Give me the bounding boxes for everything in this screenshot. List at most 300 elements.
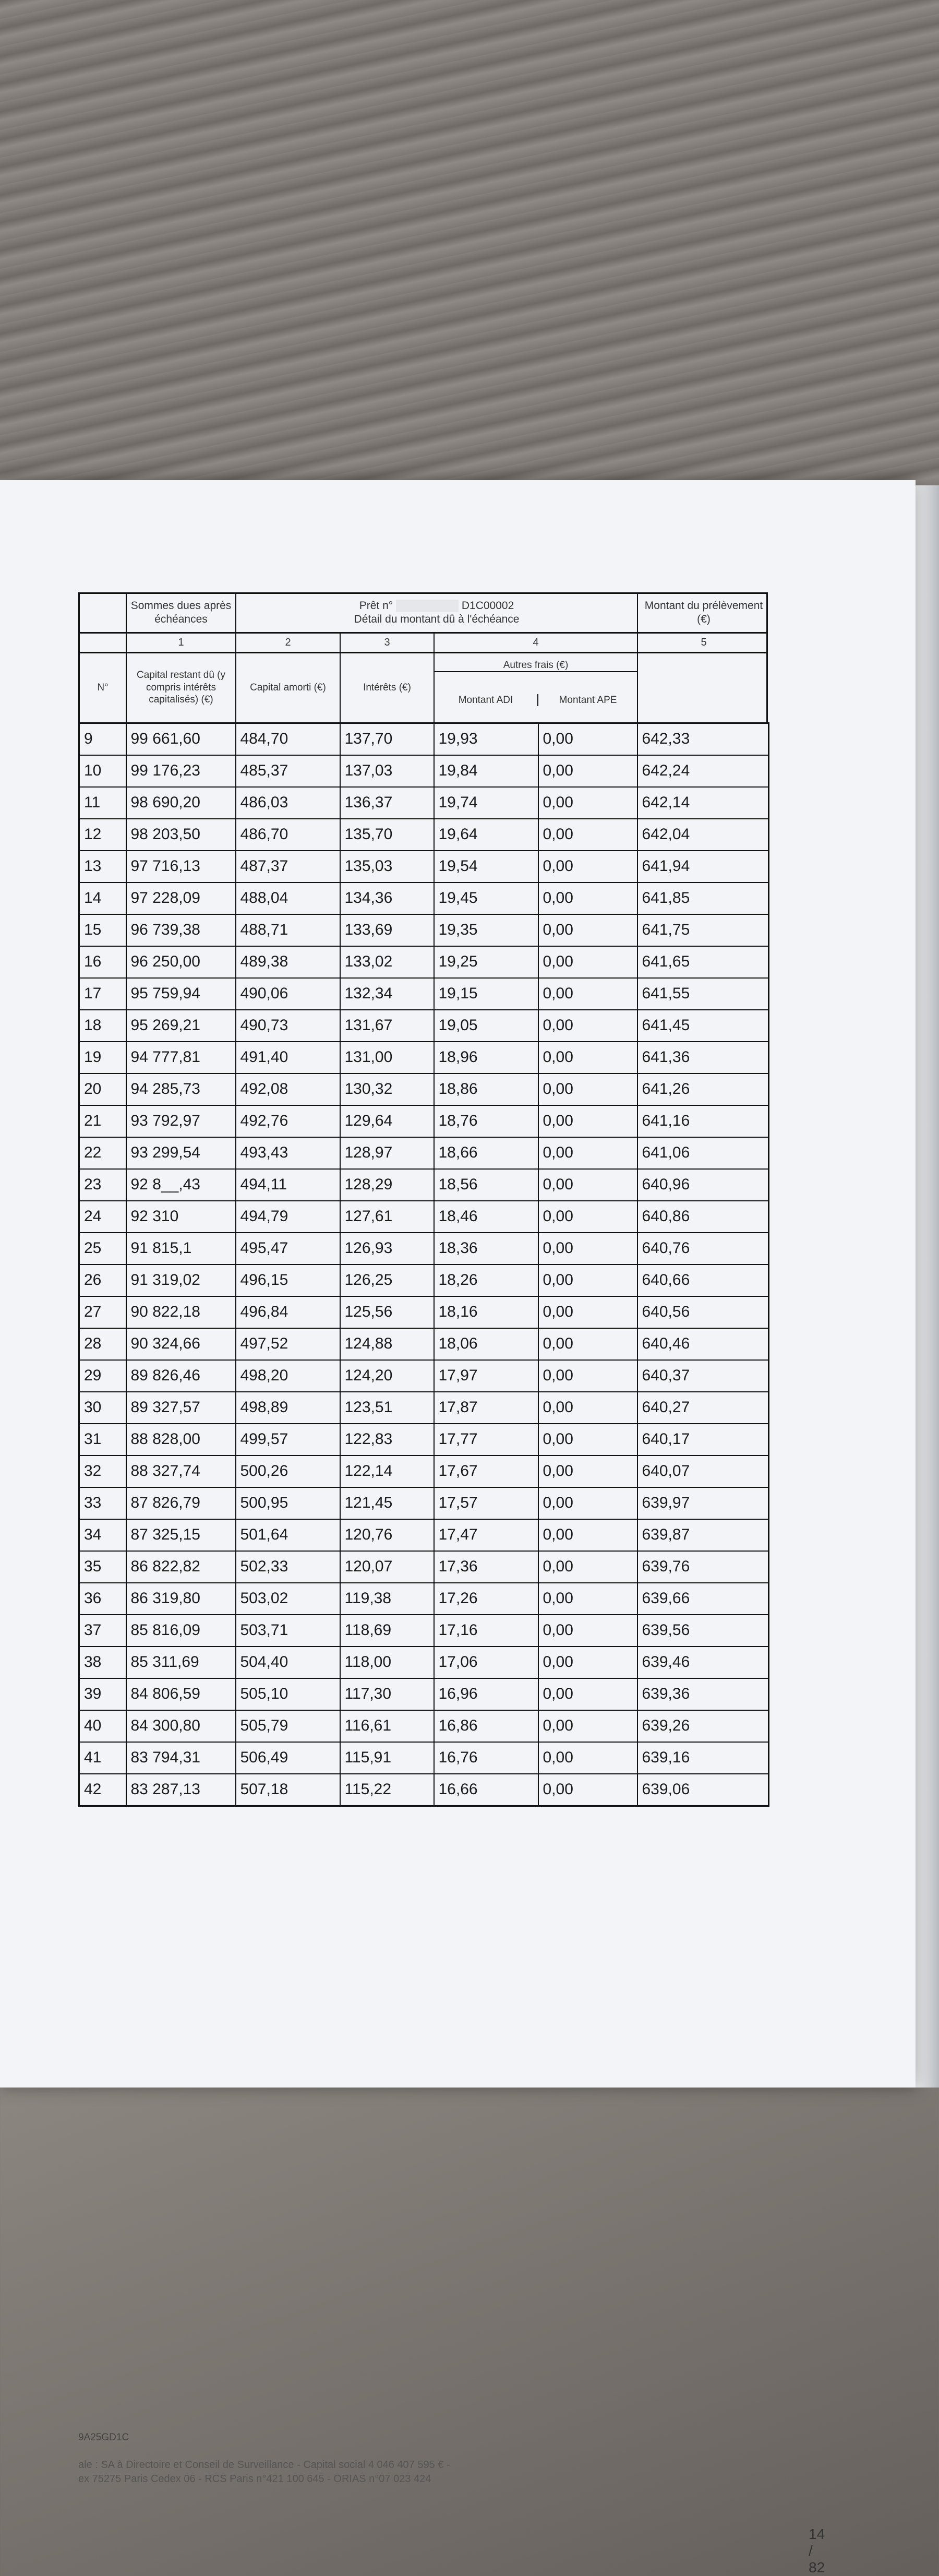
table-row [79, 1296, 769, 1328]
capital-restant-cell: 97 228,09 [126, 882, 236, 914]
table-row [79, 787, 769, 819]
capital-amorti-cell: 491,40 [236, 1042, 340, 1074]
montant-ape-cell: 0,00 [538, 1583, 637, 1615]
interets-cell: 120,76 [340, 1519, 434, 1551]
montant-ape-cell: 0,00 [538, 1296, 637, 1328]
capital-amorti-cell: 494,79 [236, 1201, 340, 1233]
capital-restant-cell: 91 319,02 [126, 1265, 236, 1296]
montant-adi-cell: 18,96 [434, 1042, 538, 1074]
capital-amorti-cell: 502,33 [236, 1551, 340, 1583]
row-number-cell: 24 [79, 1201, 126, 1233]
capital-restant-cell: 87 826,79 [126, 1487, 236, 1519]
montant-prelevement-cell: 641,26 [637, 1074, 769, 1105]
montant-prelevement-cell: 639,16 [637, 1742, 769, 1774]
table-row [79, 1742, 769, 1774]
table-row [79, 1105, 769, 1137]
table-row [79, 1074, 769, 1105]
montant-adi-cell: 19,15 [434, 978, 538, 1010]
table-row [79, 1137, 769, 1169]
row-number-cell: 32 [79, 1456, 126, 1487]
row-number-cell: 36 [79, 1583, 126, 1615]
montant-ape-cell: 0,00 [538, 1456, 637, 1487]
montant-prelevement-cell: 639,26 [637, 1710, 769, 1742]
montant-ape-cell: 0,00 [538, 1265, 637, 1296]
montant-adi-cell: 18,86 [434, 1074, 538, 1105]
capital-amorti-cell: 505,79 [236, 1710, 340, 1742]
loan-subtitle: Détail du montant dû à l'échéance [354, 613, 520, 626]
row-number-cell: 19 [79, 1042, 126, 1074]
table-row [79, 755, 769, 787]
capital-restant-cell: 96 250,00 [126, 946, 236, 978]
table-row [79, 1519, 769, 1551]
interets-cell: 126,93 [340, 1233, 434, 1265]
interets-cell: 115,91 [340, 1742, 434, 1774]
header-blank [80, 594, 127, 632]
montant-prelevement-cell: 642,33 [637, 723, 769, 755]
montant-ape-cell: 0,00 [538, 1678, 637, 1710]
interets-cell: 134,36 [340, 882, 434, 914]
capital-amorti-cell: 490,73 [236, 1010, 340, 1042]
montant-ape-cell: 0,00 [538, 1519, 637, 1551]
interets-cell: 128,97 [340, 1137, 434, 1169]
montant-ape-cell: 0,00 [538, 1169, 637, 1201]
subheader-ape: Montant APE [559, 694, 617, 706]
capital-restant-cell: 86 319,80 [126, 1583, 236, 1615]
capital-amorti-cell: 490,06 [236, 978, 340, 1010]
interets-cell: 127,61 [340, 1201, 434, 1233]
interets-cell: 133,02 [340, 946, 434, 978]
montant-adi-cell: 19,84 [434, 755, 538, 787]
interets-cell: 135,03 [340, 851, 434, 882]
row-number-cell: 23 [79, 1169, 126, 1201]
montant-ape-cell: 0,00 [538, 1010, 637, 1042]
capital-restant-cell: 89 826,46 [126, 1360, 236, 1392]
montant-adi-cell: 17,26 [434, 1583, 538, 1615]
table-row [79, 1201, 769, 1233]
montant-ape-cell: 0,00 [538, 1774, 637, 1806]
interets-cell: 129,64 [340, 1105, 434, 1137]
capital-restant-cell: 88 327,74 [126, 1456, 236, 1487]
loan-title: Prêt n° [359, 600, 393, 612]
montant-ape-cell: 0,00 [538, 1615, 637, 1647]
table-row [79, 723, 769, 755]
capital-restant-cell: 87 325,15 [126, 1519, 236, 1551]
row-number-cell: 33 [79, 1487, 126, 1519]
capital-amorti-cell: 499,57 [236, 1424, 340, 1456]
capital-restant-cell: 86 822,82 [126, 1551, 236, 1583]
montant-prelevement-cell: 641,85 [637, 882, 769, 914]
capital-amorti-cell: 486,70 [236, 819, 340, 851]
table-row [79, 1487, 769, 1519]
montant-ape-cell: 0,00 [538, 1137, 637, 1169]
montant-adi-cell: 17,67 [434, 1456, 538, 1487]
interets-cell: 118,69 [340, 1615, 434, 1647]
table-row [79, 851, 769, 882]
table-row [79, 819, 769, 851]
table-row [79, 1010, 769, 1042]
interets-cell: 135,70 [340, 819, 434, 851]
montant-ape-cell: 0,00 [538, 1710, 637, 1742]
capital-restant-cell: 91 815,1 [126, 1233, 236, 1265]
subheader-interets: Intérêts (€) [341, 653, 435, 722]
montant-prelevement-cell: 640,27 [637, 1392, 769, 1424]
interets-cell: 124,20 [340, 1360, 434, 1392]
row-number-cell: 31 [79, 1424, 126, 1456]
montant-prelevement-cell: 642,14 [637, 787, 769, 819]
row-number-cell: 38 [79, 1647, 126, 1678]
capital-restant-cell: 83 287,13 [126, 1774, 236, 1806]
montant-prelevement-cell: 641,75 [637, 914, 769, 946]
montant-prelevement-cell: 641,45 [637, 1010, 769, 1042]
capital-restant-cell: 84 300,80 [126, 1710, 236, 1742]
subheader-blank [638, 653, 769, 722]
interets-cell: 137,70 [340, 723, 434, 755]
col-number-5: 5 [701, 636, 707, 648]
row-number-cell: 35 [79, 1551, 126, 1583]
autres-frais-split [434, 694, 637, 707]
row-number-cell: 20 [79, 1074, 126, 1105]
table-row [79, 1710, 769, 1742]
montant-ape-cell: 0,00 [538, 1360, 637, 1392]
row-number-cell: 18 [79, 1010, 126, 1042]
montant-ape-cell: 0,00 [538, 1233, 637, 1265]
table-row [79, 946, 769, 978]
montant-adi-cell: 19,93 [434, 723, 538, 755]
montant-adi-cell: 16,96 [434, 1678, 538, 1710]
montant-prelevement-cell: 640,37 [637, 1360, 769, 1392]
montant-adi-cell: 17,87 [434, 1392, 538, 1424]
capital-amorti-cell: 507,18 [236, 1774, 340, 1806]
capital-restant-cell: 96 739,38 [126, 914, 236, 946]
capital-restant-cell: 85 311,69 [126, 1647, 236, 1678]
table-row [79, 1392, 769, 1424]
montant-prelevement-cell: 642,04 [637, 819, 769, 851]
capital-amorti-cell: 504,40 [236, 1647, 340, 1678]
interets-cell: 118,00 [340, 1647, 434, 1678]
montant-prelevement-cell: 640,96 [637, 1169, 769, 1201]
capital-amorti-cell: 500,26 [236, 1456, 340, 1487]
row-number-cell: 42 [79, 1774, 126, 1806]
montant-prelevement-cell: 641,16 [637, 1105, 769, 1137]
montant-prelevement-cell: 641,65 [637, 946, 769, 978]
table-row [79, 1265, 769, 1296]
table-row [79, 1328, 769, 1360]
capital-amorti-cell: 493,43 [236, 1137, 340, 1169]
table-row [79, 978, 769, 1010]
capital-restant-cell: 98 203,50 [126, 819, 236, 851]
interets-cell: 126,25 [340, 1265, 434, 1296]
table-row [79, 1042, 769, 1074]
capital-amorti-cell: 492,76 [236, 1105, 340, 1137]
capital-amorti-cell: 497,52 [236, 1328, 340, 1360]
table-row [79, 1456, 769, 1487]
table-row [79, 1615, 769, 1647]
montant-prelevement-cell: 639,56 [637, 1615, 769, 1647]
row-number-cell: 30 [79, 1392, 126, 1424]
capital-amorti-cell: 503,71 [236, 1615, 340, 1647]
montant-prelevement-cell: 640,17 [637, 1424, 769, 1456]
table-row [79, 1583, 769, 1615]
montant-prelevement-cell: 641,36 [637, 1042, 769, 1074]
montant-adi-cell: 19,05 [434, 1010, 538, 1042]
row-number-cell: 34 [79, 1519, 126, 1551]
row-number-cell: 37 [79, 1615, 126, 1647]
interets-cell: 125,56 [340, 1296, 434, 1328]
capital-restant-cell: 93 299,54 [126, 1137, 236, 1169]
montant-adi-cell: 17,47 [434, 1519, 538, 1551]
montant-adi-cell: 18,36 [434, 1233, 538, 1265]
interets-cell: 124,88 [340, 1328, 434, 1360]
table-header [78, 592, 768, 632]
montant-prelevement-cell: 639,76 [637, 1551, 769, 1583]
row-number-cell: 21 [79, 1105, 126, 1137]
montant-adi-cell: 17,77 [434, 1424, 538, 1456]
row-number-cell: 12 [79, 819, 126, 851]
montant-ape-cell: 0,00 [538, 1551, 637, 1583]
montant-adi-cell: 18,16 [434, 1296, 538, 1328]
capital-amorti-cell: 500,95 [236, 1487, 340, 1519]
col-number-1: 1 [127, 634, 236, 652]
montant-ape-cell: 0,00 [538, 851, 637, 882]
table-row [79, 1647, 769, 1678]
table-row [79, 882, 769, 914]
montant-adi-cell: 19,35 [434, 914, 538, 946]
col-number-blank [80, 634, 127, 652]
montant-adi-cell: 16,66 [434, 1774, 538, 1806]
interets-cell: 131,00 [340, 1042, 434, 1074]
montant-ape-cell: 0,00 [538, 1487, 637, 1519]
montant-ape-cell: 0,00 [538, 1042, 637, 1074]
table-row [79, 1678, 769, 1710]
capital-amorti-cell: 486,03 [236, 787, 340, 819]
capital-amorti-cell: 503,02 [236, 1583, 340, 1615]
montant-adi-cell: 17,16 [434, 1615, 538, 1647]
table-row [79, 1233, 769, 1265]
montant-prelevement-cell: 641,94 [637, 851, 769, 882]
interets-cell: 131,67 [340, 1010, 434, 1042]
row-number-cell: 9 [79, 723, 126, 755]
interets-cell: 119,38 [340, 1583, 434, 1615]
montant-prelevement-cell: 640,07 [637, 1456, 769, 1487]
row-number-cell: 10 [79, 755, 126, 787]
interets-cell: 123,51 [340, 1392, 434, 1424]
interets-cell: 120,07 [340, 1551, 434, 1583]
capital-restant-cell: 99 176,23 [126, 755, 236, 787]
capital-amorti-cell: 487,37 [236, 851, 340, 882]
col-number-3: 3 [341, 634, 435, 652]
capital-restant-cell: 93 792,97 [126, 1105, 236, 1137]
capital-amorti-cell: 485,37 [236, 755, 340, 787]
capital-amorti-cell: 498,20 [236, 1360, 340, 1392]
interets-cell: 122,83 [340, 1424, 434, 1456]
capital-amorti-cell: 492,08 [236, 1074, 340, 1105]
capital-restant-cell: 90 324,66 [126, 1328, 236, 1360]
capital-amorti-cell: 498,89 [236, 1392, 340, 1424]
montant-ape-cell: 0,00 [538, 1392, 637, 1424]
montant-prelevement-cell: 639,66 [637, 1583, 769, 1615]
montant-prelevement-cell: 640,86 [637, 1201, 769, 1233]
interets-cell: 117,30 [340, 1678, 434, 1710]
montant-ape-cell: 0,00 [538, 1647, 637, 1678]
montant-ape-cell: 0,00 [538, 914, 637, 946]
montant-adi-cell: 17,57 [434, 1487, 538, 1519]
capital-restant-cell: 88 828,00 [126, 1424, 236, 1456]
interets-cell: 121,45 [340, 1487, 434, 1519]
interets-cell: 122,14 [340, 1456, 434, 1487]
table-row [79, 1774, 769, 1806]
capital-restant-cell: 95 269,21 [126, 1010, 236, 1042]
table-row [79, 1360, 769, 1392]
montant-prelevement-cell: 639,06 [637, 1774, 769, 1806]
header-col1-title: Sommes dues après échéances [127, 594, 236, 632]
capital-restant-cell: 95 759,94 [126, 978, 236, 1010]
capital-restant-cell: 83 794,31 [126, 1742, 236, 1774]
capital-restant-cell: 94 285,73 [126, 1074, 236, 1105]
document-code: 9A25GD1C [78, 2432, 129, 2443]
montant-adi-cell: 16,76 [434, 1742, 538, 1774]
montant-ape-cell: 0,00 [538, 787, 637, 819]
header-col5-title: Montant du prélèvement (€) [644, 600, 763, 626]
capital-amorti-cell: 489,38 [236, 946, 340, 978]
capital-restant-cell: 94 777,81 [126, 1042, 236, 1074]
montant-ape-cell: 0,00 [538, 1742, 637, 1774]
montant-ape-cell: 0,00 [538, 723, 637, 755]
subheader-capital-restant: Capital restant dû (y compris intérêts capitalisés) (€) [127, 653, 236, 722]
capital-amorti-cell: 505,10 [236, 1678, 340, 1710]
montant-prelevement-cell: 640,76 [637, 1233, 769, 1265]
montant-adi-cell: 18,06 [434, 1328, 538, 1360]
table-row [79, 1551, 769, 1583]
table-row [79, 914, 769, 946]
capital-amorti-cell: 488,71 [236, 914, 340, 946]
row-number-cell: 25 [79, 1233, 126, 1265]
row-number-cell: 41 [79, 1742, 126, 1774]
interets-cell: 137,03 [340, 755, 434, 787]
header-loan-title [236, 594, 638, 632]
row-number-cell: 17 [79, 978, 126, 1010]
montant-ape-cell: 0,00 [538, 882, 637, 914]
wooden-table-background [0, 0, 939, 485]
row-number-cell: 15 [79, 914, 126, 946]
capital-restant-cell: 92 8__,43 [126, 1169, 236, 1201]
col-number-4: 4 [435, 634, 638, 652]
capital-amorti-cell: 496,15 [236, 1265, 340, 1296]
interets-cell: 136,37 [340, 787, 434, 819]
table-row [79, 1424, 769, 1456]
montant-prelevement-cell: 640,56 [637, 1296, 769, 1328]
row-number-cell: 13 [79, 851, 126, 882]
capital-restant-cell: 90 822,18 [126, 1296, 236, 1328]
capital-restant-cell: 84 806,59 [126, 1678, 236, 1710]
data-rows [78, 722, 769, 1807]
montant-prelevement-cell: 642,24 [637, 755, 769, 787]
montant-prelevement-cell: 641,55 [637, 978, 769, 1010]
capital-restant-cell: 92 310 [126, 1201, 236, 1233]
montant-adi-cell: 19,64 [434, 819, 538, 851]
montant-ape-cell: 0,00 [538, 1105, 637, 1137]
row-number-cell: 11 [79, 787, 126, 819]
document-page [0, 480, 916, 2575]
column-number-row [78, 632, 768, 652]
subheader-n: N° [80, 653, 127, 722]
row-number-cell: 16 [79, 946, 126, 978]
capital-amorti-cell: 501,64 [236, 1519, 340, 1551]
row-number-cell: 14 [79, 882, 126, 914]
interets-cell: 130,32 [340, 1074, 434, 1105]
row-number-cell: 27 [79, 1296, 126, 1328]
montant-ape-cell: 0,00 [538, 1201, 637, 1233]
legal-line-2: ex 75275 Paris Cedex 06 - RCS Paris n°421 100 645 - ORIAS n°07 023 424 [78, 2473, 431, 2485]
page-number: 14 / 82 [809, 2526, 825, 2575]
capital-restant-cell: 97 716,13 [126, 851, 236, 882]
capital-amorti-cell: 495,47 [236, 1233, 340, 1265]
montant-ape-cell: 0,00 [538, 946, 637, 978]
montant-adi-cell: 17,36 [434, 1551, 538, 1583]
montant-adi-cell: 19,25 [434, 946, 538, 978]
montant-ape-cell: 0,00 [538, 1424, 637, 1456]
montant-prelevement-cell: 639,36 [637, 1678, 769, 1710]
montant-adi-cell: 17,97 [434, 1360, 538, 1392]
amortization-table [78, 592, 825, 2575]
loan-suffix: D1C00002 [461, 600, 514, 612]
montant-adi-cell: 19,45 [434, 882, 538, 914]
capital-amorti-cell: 506,49 [236, 1742, 340, 1774]
montant-ape-cell: 0,00 [538, 1328, 637, 1360]
capital-amorti-cell: 484,70 [236, 723, 340, 755]
table-row [79, 1169, 769, 1201]
montant-prelevement-cell: 640,66 [637, 1265, 769, 1296]
montant-adi-cell: 18,76 [434, 1105, 538, 1137]
capital-amorti-cell: 494,11 [236, 1169, 340, 1201]
montant-adi-cell: 16,86 [434, 1710, 538, 1742]
montant-adi-cell: 19,54 [434, 851, 538, 882]
montant-adi-cell: 18,56 [434, 1169, 538, 1201]
row-number-cell: 39 [79, 1678, 126, 1710]
subheader-autres-frais-group [435, 653, 638, 722]
capital-restant-cell: 99 661,60 [126, 723, 236, 755]
row-number-cell: 28 [79, 1328, 126, 1360]
row-number-cell: 40 [79, 1710, 126, 1742]
column-subheaders [78, 652, 768, 722]
col-number-2: 2 [236, 634, 341, 652]
montant-prelevement-cell: 640,46 [637, 1328, 769, 1360]
interets-cell: 132,34 [340, 978, 434, 1010]
legal-footer [78, 2458, 450, 2486]
row-number-cell: 26 [79, 1265, 126, 1296]
capital-amorti-cell: 488,04 [236, 882, 340, 914]
interets-cell: 128,29 [340, 1169, 434, 1201]
montant-adi-cell: 17,06 [434, 1647, 538, 1678]
capital-restant-cell: 85 816,09 [126, 1615, 236, 1647]
capital-restant-cell: 89 327,57 [126, 1392, 236, 1424]
subheader-capital-amorti: Capital amorti (€) [236, 653, 341, 722]
montant-prelevement-cell: 639,87 [637, 1519, 769, 1551]
rows-body [79, 723, 769, 1806]
interets-cell: 116,61 [340, 1710, 434, 1742]
capital-restant-cell: 98 690,20 [126, 787, 236, 819]
montant-ape-cell: 0,00 [538, 978, 637, 1010]
redacted-loan-number [396, 600, 459, 612]
interets-cell: 115,22 [340, 1774, 434, 1806]
legal-line-1: ale : SA à Directoire et Conseil de Surveillance - Capital social 4 046 407 595 € - [78, 2459, 450, 2471]
montant-ape-cell: 0,00 [538, 819, 637, 851]
capital-amorti-cell: 496,84 [236, 1296, 340, 1328]
subheader-adi: Montant ADI [434, 694, 538, 707]
row-number-cell: 22 [79, 1137, 126, 1169]
montant-prelevement-cell: 639,97 [637, 1487, 769, 1519]
montant-adi-cell: 18,26 [434, 1265, 538, 1296]
montant-prelevement-cell: 639,46 [637, 1647, 769, 1678]
